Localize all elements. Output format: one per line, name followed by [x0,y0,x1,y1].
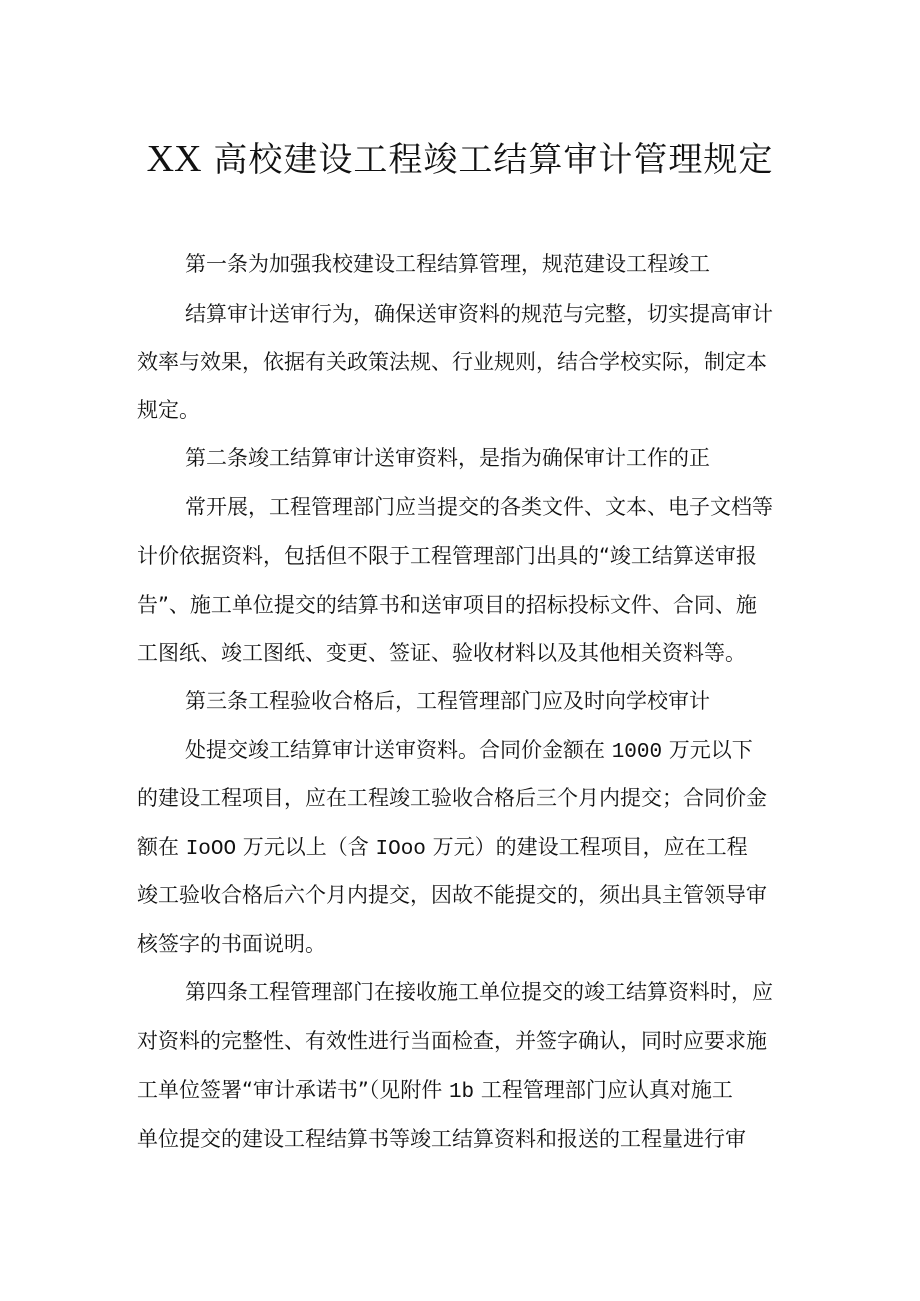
article-4-text-b: 工程管理部门应认真对施工 [480,1078,733,1102]
article-4-line-1: 第四条工程管理部门在接收施工单位提交的竣工结算资料时，应 [185,980,773,1004]
article-4-line-3 [137,1075,733,1108]
title-main: 高校建设工程竣工结算审计管理规定 [213,140,774,180]
article-3-text-b: 万元以下 [668,738,753,762]
amount-number: 1000 [611,741,663,764]
article-4-line-2: 对资料的完整性、有效性进行当面检查，并签字确认，同时应要求施 [137,1029,767,1053]
article-1-line-3: 效率与效果，依据有关政策法规、行业规则，结合学校实际，制定本 [137,350,767,374]
article-3-text-d: 万元以上（含 [242,835,369,859]
article-3-line-4 [137,832,748,865]
article-3-line-1: 第三条工程验收合格后，工程管理部门应及时向学校审计 [185,689,710,713]
amount-number-2: IoOO [185,838,237,861]
article-1-line-4: 规定。 [137,398,200,422]
page-title [0,135,920,184]
article-1-line-2: 结算审计送审行为，确保送审资料的规范与完整，切实提高审计 [185,302,773,326]
title-prefix: XX [146,138,202,180]
article-3-line-3: 的建设工程项目，应在工程竣工验收合格后三个月内提交；合同价金 [137,786,767,810]
article-3-text-e: 万元）的建设工程项目，应在工程 [432,835,748,859]
article-3-line-5: 竣工验收合格后六个月内提交，因故不能提交的，须出具主管领导审 [137,883,767,907]
attachment-number: 1b [448,1081,475,1104]
article-3-text-a: 处提交竣工结算审计送审资料。合同价金额在 [185,738,605,762]
article-1-line-1: 第一条为加强我校建设工程结算管理，规范建设工程竣工 [185,252,710,276]
article-4-text-a: 工单位签署“审计承诺书”（见附件 [137,1078,443,1102]
article-4-line-4: 单位提交的建设工程结算书等竣工结算资料和报送的工程量进行审 [137,1127,746,1151]
article-2-line-3: 计价依据资料，包括但不限于工程管理部门出具的“竣工结算送审报 [137,544,757,568]
article-2-line-1: 第二条竣工结算审计送审资料，是指为确保审计工作的正 [185,446,710,470]
article-2-line-5: 工图纸、竣工图纸、变更、签证、验收材料以及其他相关资料等。 [137,641,746,665]
article-3-line-6: 核签字的书面说明。 [137,932,326,956]
article-2-line-4: 告”、施工单位提交的结算书和送审项目的招标投标文件、合同、施 [137,593,757,617]
article-3-text-c: 额在 [137,835,179,859]
article-2-line-2: 常开展，工程管理部门应当提交的各类文件、文本、电子文档等 [185,495,773,519]
article-3-line-2 [185,735,753,768]
amount-number-3: IOoo [375,838,426,861]
